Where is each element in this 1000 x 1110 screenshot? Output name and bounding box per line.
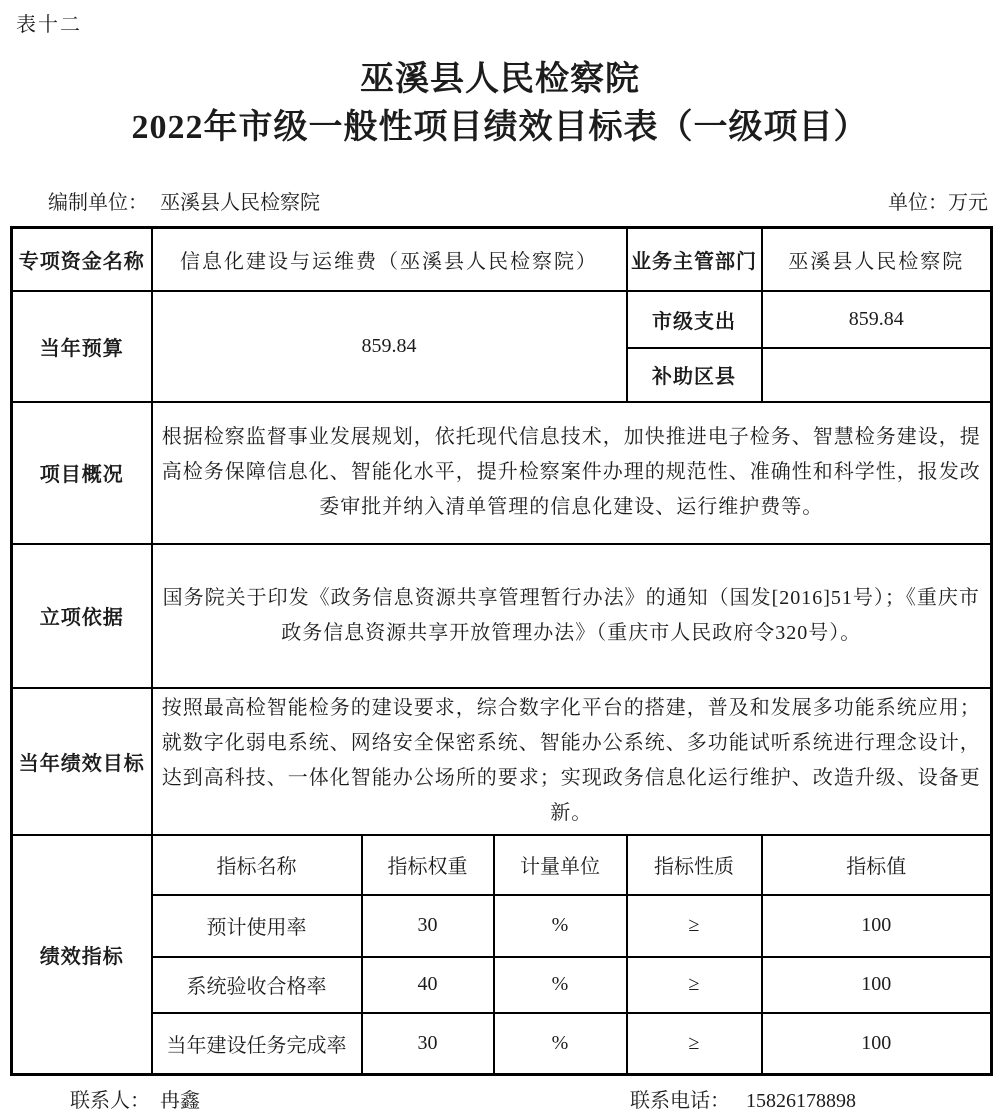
- indicator-header-row: [12, 835, 992, 895]
- indicator-name: 预计使用率: [152, 895, 362, 957]
- indicator-value: 100: [762, 957, 992, 1013]
- contact-phone: [630, 1084, 856, 1110]
- table-row: [12, 402, 992, 544]
- subsidy-value: [762, 348, 992, 402]
- indicator-name: 系统验收合格率: [152, 957, 362, 1013]
- goal-label: 当年绩效目标: [12, 688, 152, 835]
- page-title-line1: 巫溪县人民检察院: [360, 61, 640, 98]
- phone-value: 15826178898: [746, 1090, 856, 1110]
- indicators-label: 绩效指标: [12, 835, 152, 1075]
- unit-label: 单位：万元: [888, 192, 988, 214]
- indicator-weight: 30: [362, 1013, 494, 1075]
- prepared-by-label: 编制单位：: [48, 192, 148, 214]
- doc-tag: 表十二: [16, 14, 82, 36]
- indicator-value: 100: [762, 1013, 992, 1075]
- page-title-line2: 2022年市级一般性项目绩效目标表（一级项目）: [131, 109, 869, 146]
- goal-text: 按照最高检智能检务的建设要求，综合数字化平台的搭建，普及和发展多功能系统应用；就数字化弱电系统、网络安全保密系统、智能办公系统、多功能试听系统进行理念设计，达到高科技、一体化智能办公场所的要求；实现政务信息化运行维护、改造升级、设备更新。: [152, 688, 992, 835]
- special-fund-label: 专项资金名称: [12, 228, 152, 291]
- budget-value: 859.84: [152, 291, 627, 402]
- indicator-row: [12, 895, 992, 957]
- indicator-header-nature: 指标性质: [627, 835, 762, 895]
- dept-value: 巫溪县人民检察院: [762, 228, 992, 291]
- indicator-nature: ≥: [627, 1013, 762, 1075]
- performance-target-table: [10, 226, 993, 1076]
- indicator-unit: %: [494, 1013, 627, 1075]
- contact-value: 冉鑫: [160, 1090, 200, 1110]
- meta-row: [10, 186, 990, 215]
- special-fund-value: 信息化建设与运维费（巫溪县人民检察院）: [152, 228, 627, 291]
- indicator-unit: %: [494, 957, 627, 1013]
- subsidy-label: 补助区县: [627, 348, 762, 402]
- indicator-nature: ≥: [627, 895, 762, 957]
- page-title: [0, 56, 1000, 152]
- table-row: [12, 544, 992, 688]
- overview-label: 项目概况: [12, 402, 152, 544]
- prepared-by: [48, 186, 320, 215]
- prepared-by-value: 巫溪县人民检察院: [160, 192, 320, 214]
- table-row: [12, 688, 992, 835]
- indicator-value: 100: [762, 895, 992, 957]
- indicator-header-value: 指标值: [762, 835, 992, 895]
- indicator-weight: 40: [362, 957, 494, 1013]
- contact-label: 联系人：: [70, 1090, 150, 1110]
- indicator-name: 当年建设任务完成率: [152, 1013, 362, 1075]
- dept-label: 业务主管部门: [627, 228, 762, 291]
- budget-label: 当年预算: [12, 291, 152, 402]
- indicator-weight: 30: [362, 895, 494, 957]
- indicator-row: [12, 957, 992, 1013]
- city-expense-value: 859.84: [762, 291, 992, 348]
- indicator-nature: ≥: [627, 957, 762, 1013]
- overview-text: 根据检察监督事业发展规划，依托现代信息技术，加快推进电子检务、智慧检务建设，提高检务保障信息化、智能化水平，提升检察案件办理的规范性、准确性和科学性，报发改委审批并纳入清单管理的信息化建设、运行维护费等。: [152, 402, 992, 544]
- indicator-header-unit: 计量单位: [494, 835, 627, 895]
- indicator-unit: %: [494, 895, 627, 957]
- table-row: [12, 228, 992, 291]
- phone-label: 联系电话：: [630, 1090, 730, 1110]
- indicator-header-name: 指标名称: [152, 835, 362, 895]
- indicator-row: [12, 1013, 992, 1075]
- basis-text: 国务院关于印发《政务信息资源共享管理暂行办法》的通知（国发[2016]51号）；《重庆市政务信息资源共享开放管理办法》（重庆市人民政府令320号）。: [152, 544, 992, 688]
- contact-person: [70, 1084, 200, 1110]
- footer: [0, 1084, 1000, 1110]
- city-expense-label: 市级支出: [627, 291, 762, 348]
- basis-label: 立项依据: [12, 544, 152, 688]
- indicator-header-weight: 指标权重: [362, 835, 494, 895]
- table-row: [12, 291, 992, 348]
